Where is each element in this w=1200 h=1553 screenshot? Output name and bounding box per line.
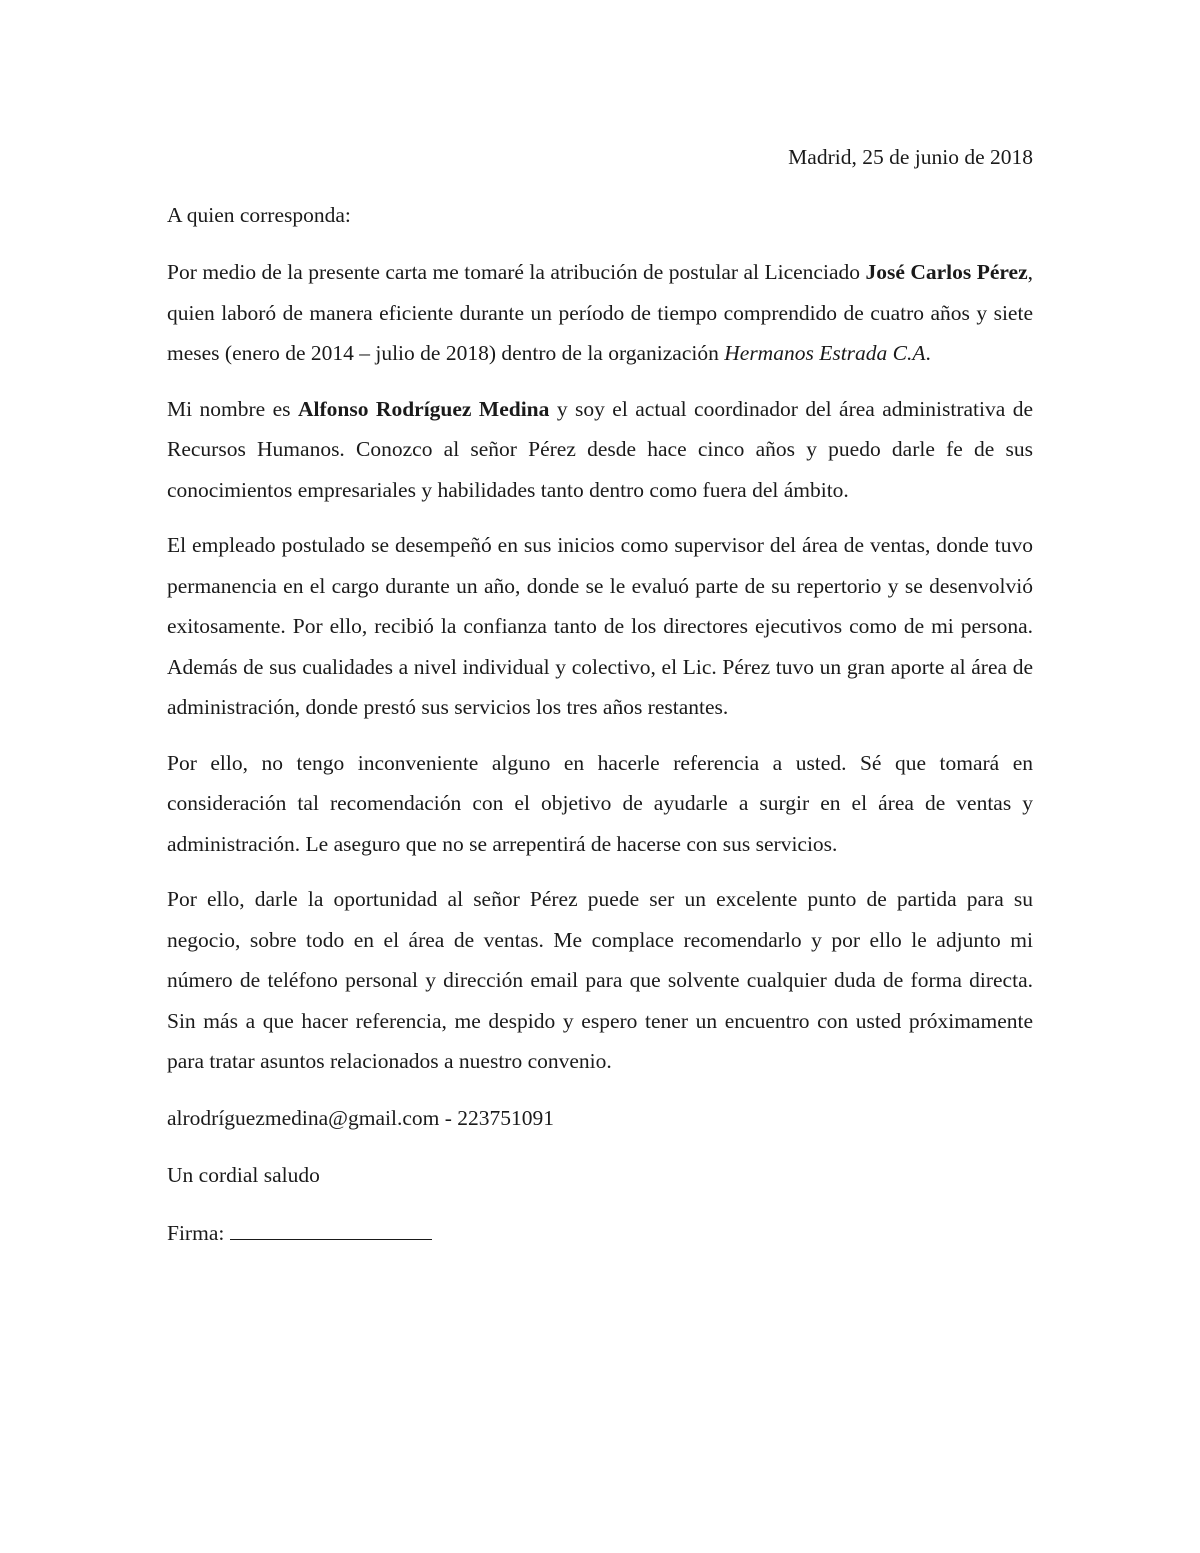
paragraph-recommendation: Por ello, no tengo inconveniente alguno en hacerle referencia a usted. Sé que tomará en consideración tal recomendación con el objetivo de ayudarle a surgir en el área de ventas y administración. Le aseguro que no se arrepentirá de hacerse con sus servicios. xyxy=(167,750,1033,856)
author-text-1: Mi nombre es xyxy=(167,396,298,421)
author-text-2: y soy el actual coordinador del área administrativa de Recursos Humanos. Conozco al señor Pérez desde hace cinco años y puedo darle fe de sus conocimientos empresariales y habilidades tanto dentro como fuera del ámbito. xyxy=(167,396,1033,502)
letter-body xyxy=(167,137,1033,1270)
candidate-name: José Carlos Pérez xyxy=(865,260,1028,284)
intro-text-1: Por medio de la presente carta me tomaré la atribución de postular al Licenciado xyxy=(167,260,866,284)
paragraph-author-introduction xyxy=(167,389,1033,511)
letter-date: Madrid, 25 de junio de 2018 xyxy=(788,145,1033,169)
signature-label: Firma: xyxy=(167,1220,225,1245)
letter-salutation: A quien corresponda: xyxy=(167,202,351,227)
paragraph-introduction xyxy=(167,252,1033,374)
organization-name: Hermanos Estrada C.A xyxy=(724,341,926,365)
author-name: Alfonso Rodríguez Medina xyxy=(298,396,550,421)
signature-line xyxy=(230,1213,432,1240)
paragraph-closing: Por ello, darle la oportunidad al señor Pérez puede ser un excelente punto de partida para su negocio, sobre todo en el área de ventas. Me complace recomendarlo y por ello le adjunto mi número de teléfono personal y dirección email para que solvente cualquier duda de forma directa. Sin más a que hacer referencia, me despido y espero tener un encuentro con usted próximamente para tratar asuntos relacionados a nuestro convenio. xyxy=(167,887,1033,1073)
intro-text-3: . xyxy=(925,341,931,365)
paragraph-experience: El empleado postulado se desempeñó en sus inicios como supervisor del área de ventas, donde tuvo permanencia en el cargo durante un año, donde se le evaluó parte de su repertorio y se desenvolvió exitosamente. Por ello, recibió la confianza tanto de los directores ejecutivos como de mi persona. Además de sus cualidades a nivel individual y colectivo, el Lic. Pérez tuvo un gran aporte al área de administración, donde prestó sus servicios los tres años restantes. xyxy=(167,533,1033,719)
closing-greeting: Un cordial saludo xyxy=(167,1163,320,1187)
contact-info: alrodríguezmedina@gmail.com - 223751091 xyxy=(167,1105,554,1130)
signature-block xyxy=(167,1213,1033,1254)
intro-text-2: , quien laboró de manera eficiente durante un período de tiempo comprendido de cuatro años y siete meses (enero de 2014 – julio de 2018) dentro de la organización xyxy=(167,260,1033,365)
